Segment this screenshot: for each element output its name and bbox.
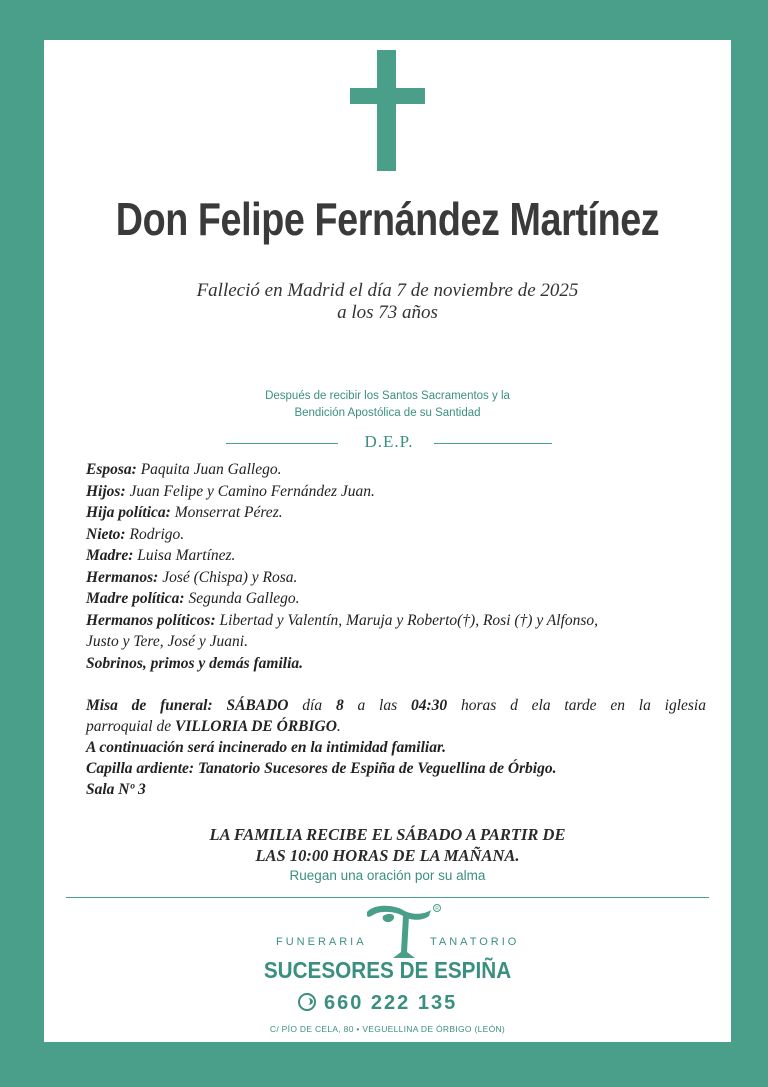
age-line: a los 73 años <box>337 302 438 323</box>
phone-text: 660 222 135 <box>324 992 458 1014</box>
death-line: Falleció en Madrid el día 7 de noviembre de 2025 <box>196 280 579 301</box>
sacraments-line-1: Después de recibir los Santos Sacramentos y la <box>265 390 510 402</box>
family-receives-notice <box>44 824 731 866</box>
funeral-line-4: Capilla ardiente: Tanatorio Sucesores de Espiña de Veguellina de Órbigo. <box>86 760 557 777</box>
sacraments-line-2: Bendición Apostólica de su Santidad <box>294 407 481 419</box>
deceased-name: Don Felipe Fernández Martínez <box>115 193 660 245</box>
tanatorio-label: TANATORIO <box>430 936 520 948</box>
family-row: Hermanos: José (Chispa) y Rosa. <box>86 568 298 586</box>
family-row: Sobrinos, primos y demás familia. <box>86 654 304 672</box>
footer-divider <box>66 897 709 898</box>
announce-line-1: LA FAMILIA RECIBE EL SÁBADO A PARTIR DE <box>209 825 566 844</box>
funeral-line-5: Sala Nº 3 <box>86 781 146 798</box>
family-row: Esposa: Paquita Juan Gallego. <box>86 461 282 478</box>
svg-text:R: R <box>435 905 439 912</box>
funeral-line-1: Misa de funeral: SÁBADO día 8 a las 04:30 horas d ela tarde en la iglesia <box>86 697 706 714</box>
dep-divider <box>226 432 552 452</box>
funeral-line-2: parroquial de VILLORIA DE ÓRBIGO. <box>86 718 341 735</box>
phone-icon <box>298 993 316 1011</box>
family-row: Hijos: Juan Felipe y Camino Fernández Juan. <box>86 482 375 500</box>
family-row: Madre política: Segunda Gallego. <box>86 590 300 607</box>
obituary-sheet <box>44 40 731 1042</box>
death-info <box>44 280 731 324</box>
phone-number[interactable] <box>298 992 457 1018</box>
family-row: Madre: Luisa Martínez. <box>86 547 236 564</box>
dep-label: D.E.P. <box>364 432 414 451</box>
funeral-details <box>86 695 706 800</box>
sacraments-note <box>44 388 731 422</box>
funeral-line-3: A continuación será incinerado en la intimidad familiar. <box>86 739 447 756</box>
family-list <box>86 459 706 674</box>
funeraria-label: FUNERARIA <box>276 936 367 948</box>
family-row: Nieto: Rodrigo. <box>86 525 185 543</box>
t-logo-icon <box>363 902 443 962</box>
address: C/ PÍO DE CELA, 80 • VEGUELLINA DE ÓRBIGO (LEÓN) <box>269 1024 506 1034</box>
announce-line-2: LAS 10:00 HORAS DE LA MAÑANA. <box>255 846 520 865</box>
family-row: Justo y Tere, José y Juani. <box>86 633 248 650</box>
prayer-request: Ruegan una oración por su alma <box>289 868 486 883</box>
family-row: Hermanos políticos: Libertad y Valentín, Maruja y Roberto(†), Rosi (†) y Alfonso, <box>86 611 599 629</box>
family-row: Hija política: Monserrat Pérez. <box>86 504 283 521</box>
company-name: SUCESORES DE ESPIÑA <box>263 957 512 983</box>
